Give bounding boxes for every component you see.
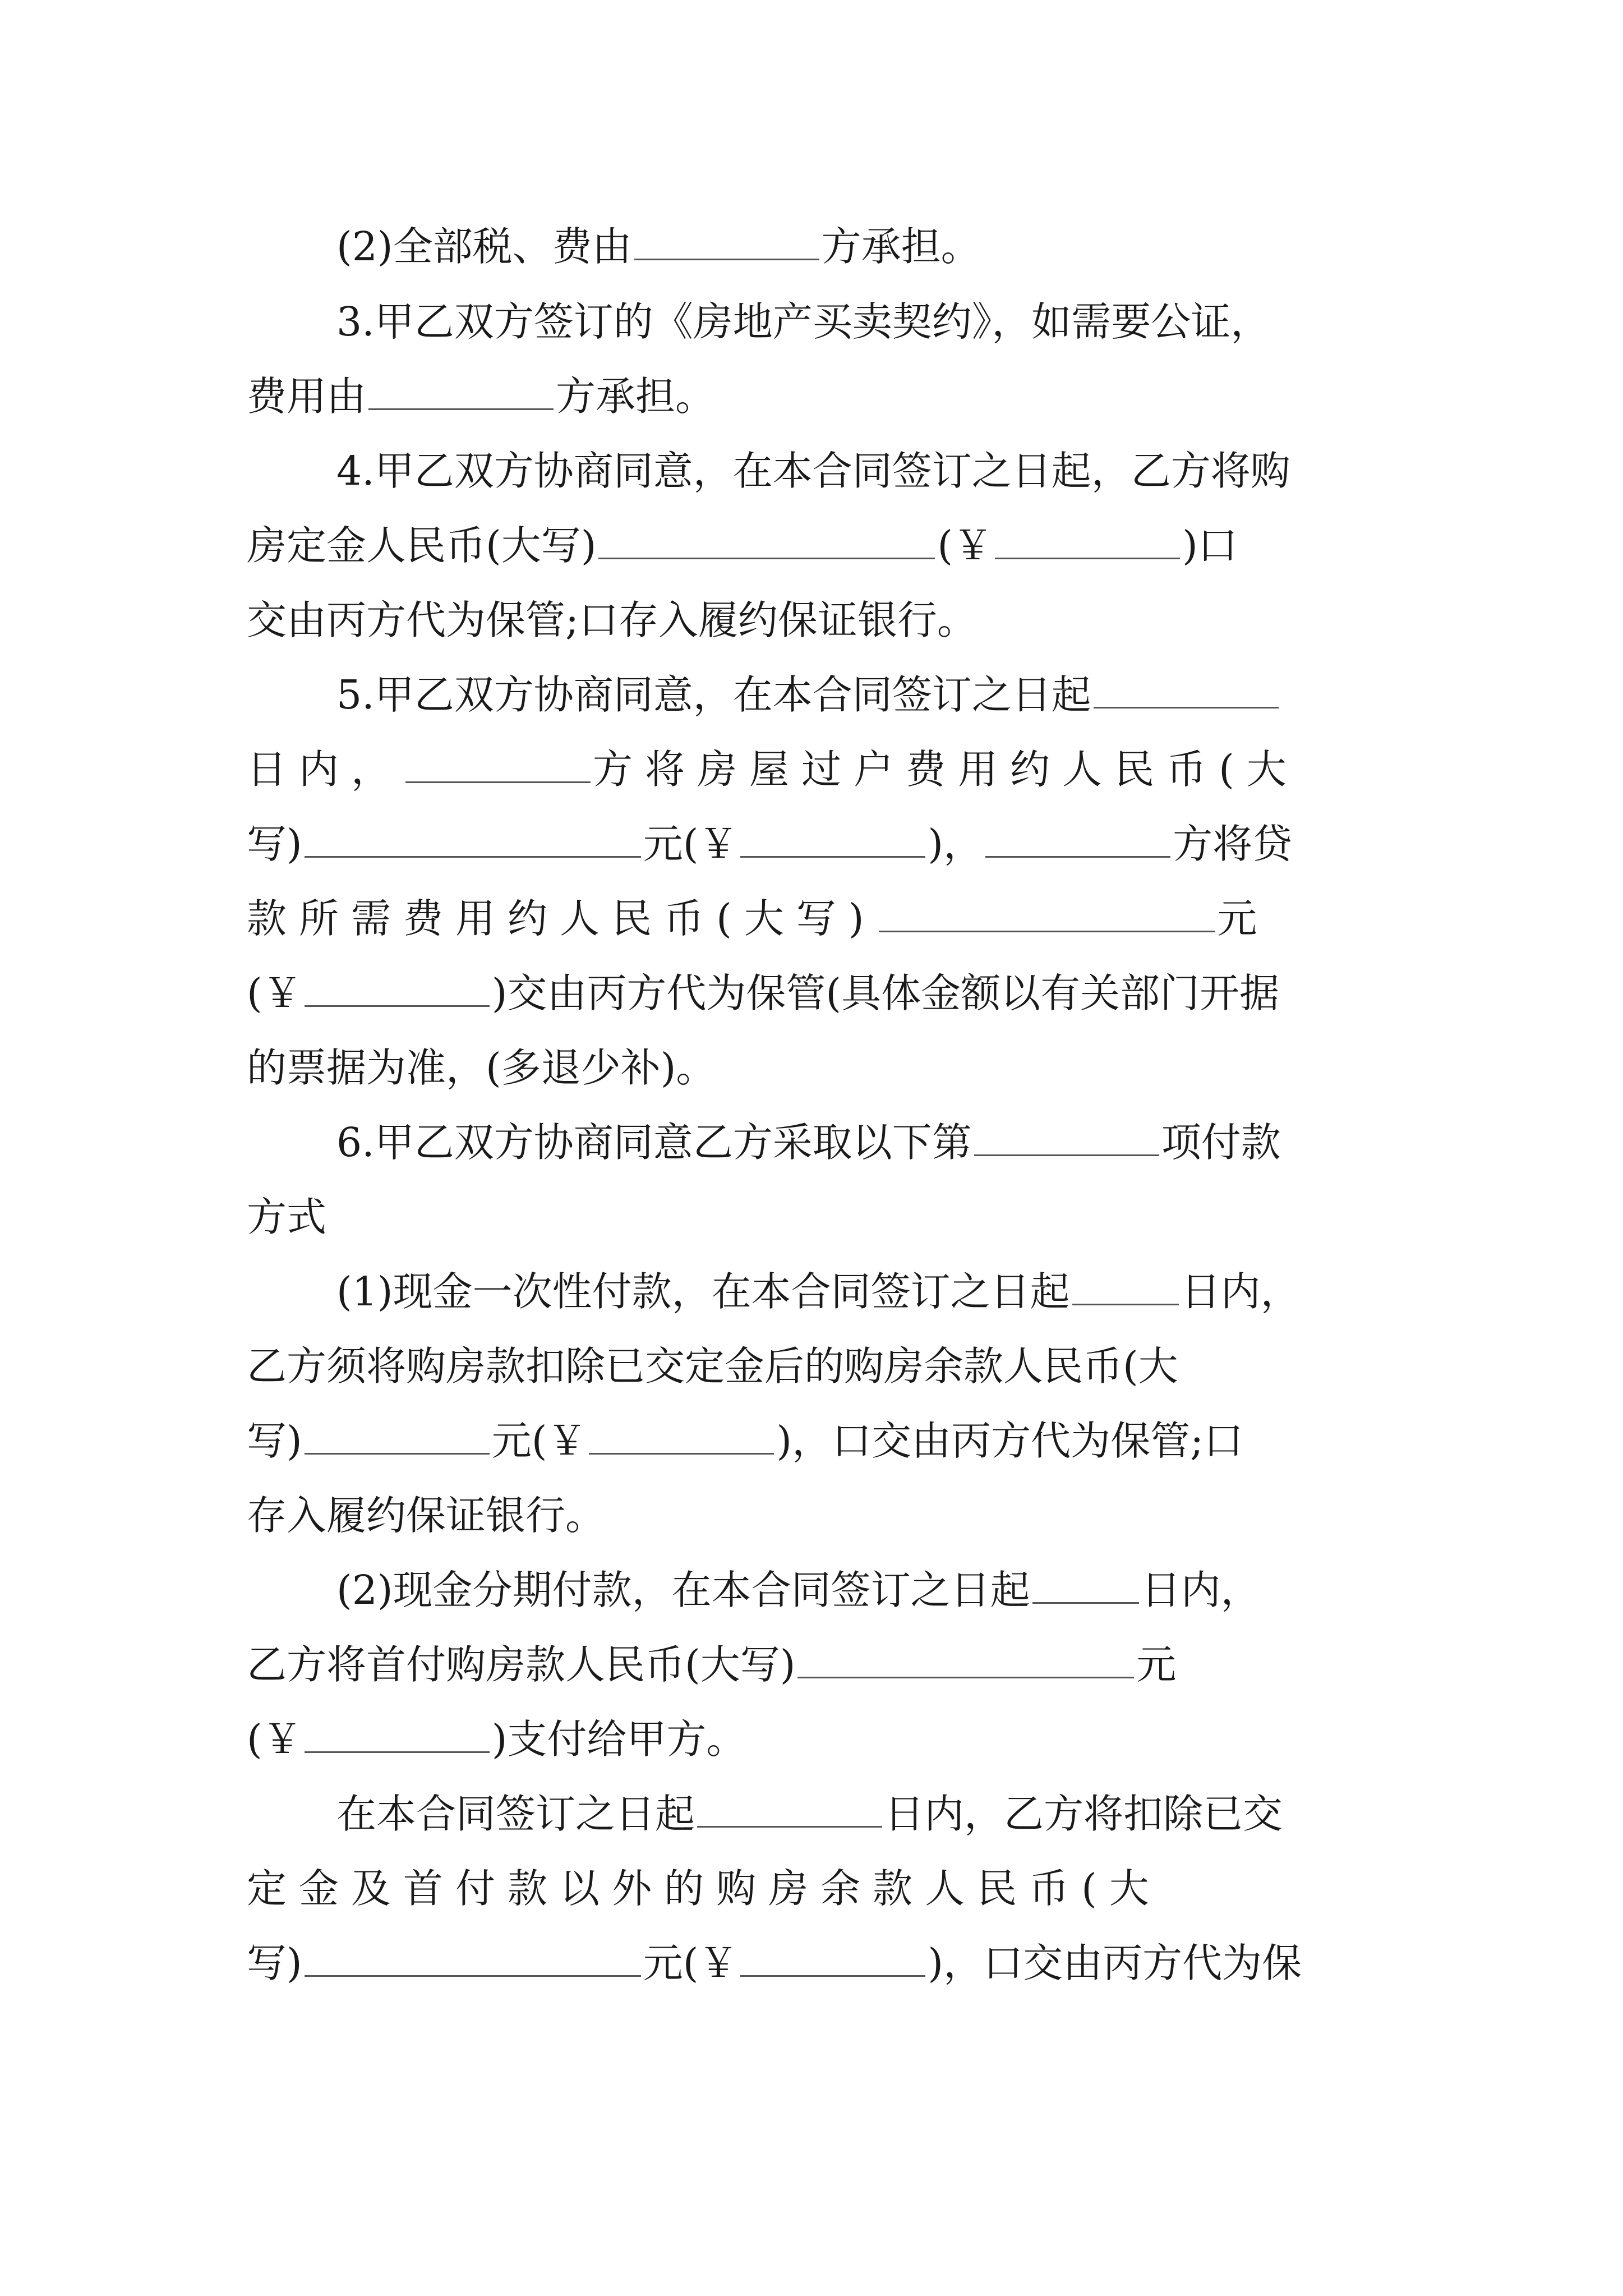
- text-line: [336, 1783, 1385, 1845]
- text-segment: 6.甲乙双方协商同意乙方采取以下第: [336, 1119, 972, 1166]
- text-segment: 日内，: [1141, 1567, 1261, 1613]
- fill-in-blank[interactable]: [740, 1938, 925, 1977]
- text-segment: 乙方须将购房款扣除已交定金后的购房余款人民币(大: [247, 1343, 1178, 1389]
- fill-in-blank[interactable]: [405, 744, 591, 783]
- fill-in-blank[interactable]: [974, 1117, 1159, 1156]
- text-line: [336, 1112, 1385, 1174]
- fill-in-blank[interactable]: [368, 371, 554, 410]
- text-segment: 写): [247, 1418, 302, 1464]
- text-segment: )支付给甲方。: [491, 1716, 746, 1763]
- text-segment: 元: [1217, 895, 1270, 942]
- text-line: [336, 216, 1385, 278]
- text-segment: (￥: [247, 1716, 302, 1763]
- text-segment: 款所需费用约人民币(大写): [247, 895, 877, 942]
- text-segment: )交由丙方代为保管(具体金额以有关部门开据: [491, 970, 1280, 1016]
- text-line: [247, 366, 1385, 427]
- text-line: [247, 1410, 1385, 1472]
- text-segment: 写): [247, 821, 302, 867]
- fill-in-blank[interactable]: [740, 818, 925, 858]
- text-segment: 方承担。: [821, 223, 981, 270]
- text-segment: 方承担。: [556, 373, 716, 420]
- text-segment: )口: [1182, 522, 1238, 569]
- text-segment: )，口交由丙方代为保管;口: [776, 1418, 1244, 1464]
- text-line: [247, 1485, 1385, 1547]
- text-segment: 4.甲乙双方协商同意，在本合同签订之日起，乙方将购: [336, 448, 1290, 494]
- fill-in-blank[interactable]: [995, 520, 1180, 559]
- text-line: [247, 1336, 1385, 1397]
- fill-in-blank[interactable]: [305, 1938, 641, 1977]
- text-segment: 日内，乙方将扣除已交: [884, 1791, 1283, 1837]
- text-line: [247, 739, 1385, 800]
- fill-in-blank[interactable]: [1094, 669, 1279, 708]
- text-segment: 存入履约保证银行。: [247, 1492, 606, 1539]
- text-line: [247, 888, 1385, 950]
- text-segment: 元(￥: [643, 1940, 739, 1986]
- text-line: [336, 440, 1385, 502]
- text-segment: 方式: [247, 1194, 327, 1240]
- fill-in-blank[interactable]: [697, 1788, 882, 1828]
- text-line: [247, 963, 1385, 1024]
- text-segment: (2)现金分期付款，在本合同签订之日起: [336, 1567, 1030, 1613]
- text-line: [336, 1559, 1385, 1621]
- fill-in-blank[interactable]: [797, 1639, 1134, 1678]
- text-segment: (2)全部税、费由: [336, 223, 632, 270]
- text-line: [247, 1932, 1385, 1994]
- fill-in-blank[interactable]: [1072, 1266, 1179, 1305]
- text-segment: 3.甲乙双方签订的《房地产买卖契约》，如需要公证，: [336, 298, 1271, 345]
- text-segment: 方将贷: [1173, 821, 1293, 867]
- text-segment: 费用由: [247, 373, 367, 420]
- text-line: [247, 1858, 1385, 1920]
- text-segment: 在本合同签订之日起: [336, 1791, 695, 1837]
- fill-in-blank[interactable]: [305, 1714, 490, 1753]
- text-segment: )，: [928, 821, 984, 867]
- text-segment: (1)现金一次性付款，在本合同签订之日起: [336, 1268, 1070, 1315]
- fill-in-blank[interactable]: [305, 968, 490, 1007]
- fill-in-blank[interactable]: [305, 1415, 490, 1455]
- text-line: [247, 1634, 1385, 1696]
- fill-in-blank[interactable]: [879, 893, 1215, 932]
- text-segment: 房定金人民币(大写): [247, 522, 597, 569]
- text-line: [247, 515, 1385, 577]
- fill-in-blank[interactable]: [598, 520, 935, 559]
- fill-in-blank[interactable]: [589, 1415, 774, 1455]
- text-line: [247, 1709, 1385, 1770]
- text-segment: 方将房屋过户费用约人民币(大: [593, 746, 1299, 793]
- fill-in-blank[interactable]: [985, 818, 1170, 858]
- text-line: [247, 1037, 1385, 1099]
- text-line: [247, 813, 1385, 875]
- fill-in-blank[interactable]: [305, 818, 641, 858]
- fill-in-blank[interactable]: [634, 221, 819, 260]
- text-segment: 元(￥: [643, 821, 739, 867]
- text-segment: 写): [247, 1940, 302, 1986]
- text-line: [247, 590, 1385, 651]
- text-segment: (￥: [247, 970, 302, 1016]
- text-segment: 项付款: [1161, 1119, 1281, 1166]
- text-segment: 乙方将首付购房款人民币(大写): [247, 1641, 796, 1688]
- text-segment: 日内，: [247, 746, 404, 793]
- text-segment: )，口交由丙方代为保: [928, 1940, 1302, 1986]
- text-segment: 交由丙方代为保管;口存入履约保证银行。: [247, 597, 977, 643]
- text-segment: 定金及首付款以外的购房余款人民币(大: [247, 1865, 1161, 1912]
- fill-in-blank[interactable]: [1032, 1565, 1139, 1604]
- text-line: [336, 664, 1385, 726]
- text-segment: 元(￥: [491, 1418, 587, 1464]
- text-segment: (￥: [937, 522, 993, 569]
- text-segment: 日内，: [1181, 1268, 1301, 1315]
- text-line: [336, 1261, 1385, 1323]
- text-segment: 5.甲乙双方协商同意，在本合同签订之日起: [336, 671, 1091, 718]
- text-segment: 的票据为准，(多退少补)。: [247, 1045, 716, 1091]
- text-line: [336, 291, 1385, 353]
- text-line: [247, 1186, 1385, 1248]
- text-segment: 元: [1136, 1641, 1177, 1688]
